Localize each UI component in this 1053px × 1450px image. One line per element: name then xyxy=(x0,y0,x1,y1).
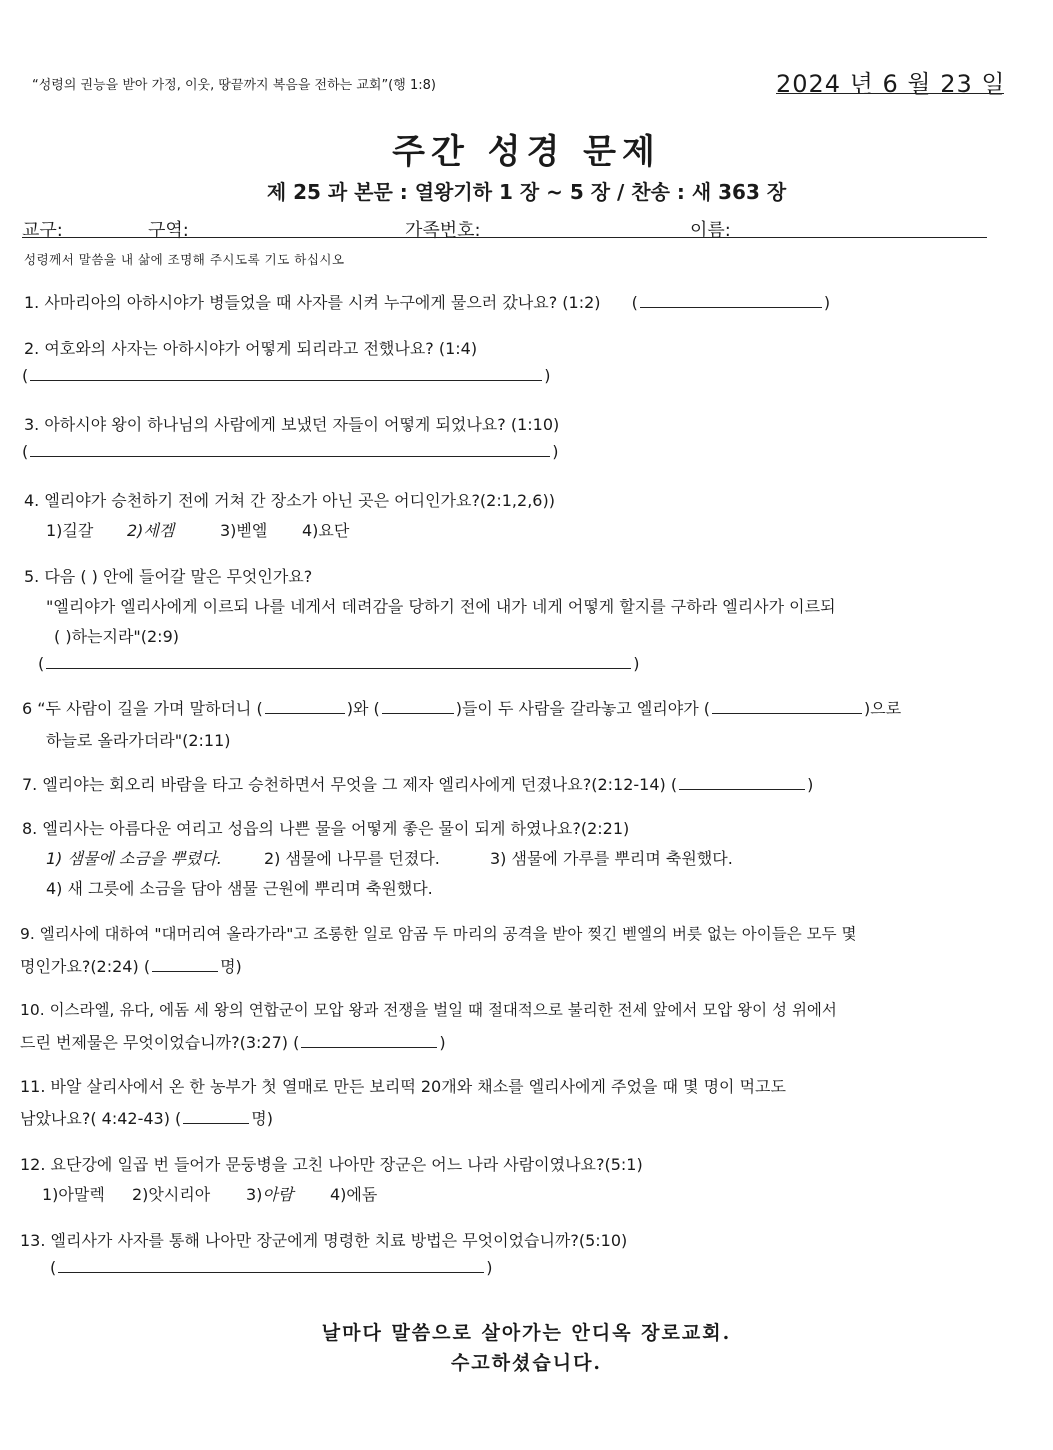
question-7: 7. 엘리야는 회오리 바람을 타고 승천하면서 무엇을 그 제자 엘리사에게 던졌나요?(2:12-14) ( ) xyxy=(22,775,814,794)
question-3: 3. 아하시야 왕이 하나님의 사람에게 보냈던 자들이 어떻게 되었나요? (1:10) xyxy=(24,415,560,434)
answer-blank-3[interactable] xyxy=(30,442,550,457)
area-label: 구역: xyxy=(148,220,189,241)
question-4: 4. 엘리야가 승천하기 전에 거쳐 간 장소가 아닌 곳은 어디인가요?(2:1,2,6)) xyxy=(24,491,555,510)
question-9: 9. 엘리사에 대하여 "대머리여 올라가라"고 조롱한 일로 암곰 두 마리의 공격을 받아 찢긴 벧엘의 버릇 없는 아이들은 모두 몇 xyxy=(20,925,857,943)
answer-blank-6b[interactable] xyxy=(382,699,454,714)
question-9-line2: 명인가요?(2:24) ( 명) xyxy=(20,957,242,976)
answer-blank-6c[interactable] xyxy=(712,699,862,714)
family-number-label: 가족번호: xyxy=(405,220,481,241)
church-motto: “성령의 권능을 받아 가정, 이웃, 땅끝까지 복음을 전하는 교회”(행 1:8) xyxy=(32,78,436,93)
question-8: 8. 엘리사는 아름다운 여리고 성읍의 나쁜 물을 어떻게 좋은 물이 되게 하였나요?(2:21) xyxy=(22,819,630,838)
info-underline xyxy=(22,237,987,238)
answer-blank-13[interactable] xyxy=(58,1258,484,1273)
name-label: 이름: xyxy=(690,220,731,241)
question-13: 13. 엘리사가 사자를 통해 나아만 장군에게 명령한 치료 방법은 무엇이었습니까?(5:10) xyxy=(20,1231,628,1250)
q8-option-3[interactable]: 3) 샘물에 가루를 뿌리며 축원했다. xyxy=(490,849,733,868)
q12-option-1[interactable]: 1)아말렉 xyxy=(42,1185,105,1204)
answer-blank-7[interactable] xyxy=(679,775,805,790)
q4-option-3[interactable]: 3)벧엘 xyxy=(220,521,268,540)
q12-option-3[interactable]: 3)아람 xyxy=(246,1185,294,1204)
q8-option-4[interactable]: 4) 새 그릇에 소금을 담아 샘물 근원에 뿌리며 축원했다. xyxy=(46,879,433,898)
prayer-instruction: 성령께서 말씀을 내 삶에 조명해 주시도록 기도 하십시오 xyxy=(24,252,345,267)
answer-blank-10[interactable] xyxy=(301,1033,437,1048)
question-2: 2. 여호와의 사자는 아하시야가 어떻게 되리라고 전했나요? (1:4) xyxy=(24,339,478,358)
answer-blank-11[interactable] xyxy=(183,1109,249,1124)
answer-blank-6a[interactable] xyxy=(265,699,345,714)
question-6: 6 “두 사람이 길을 가며 말하더니 ( )와 ( )들이 두 사람을 갈라놓고 엘리야가 ( )으로 xyxy=(22,699,902,718)
question-11-line2: 남았나요?( 4:42-43) ( 명) xyxy=(20,1109,273,1128)
lesson-subtitle: 제 25 과 본문 : 열왕기하 1 장 ~ 5 장 / 찬송 : 새 363 장 xyxy=(266,180,787,204)
question-1: 1. 사마리아의 아하시야가 병들었을 때 사자를 시켜 누구에게 물으러 갔나요? (1:2) ( ) xyxy=(24,293,831,312)
question-5: 5. 다음 ( ) 안에 들어갈 말은 무엇인가요? xyxy=(24,567,313,586)
answer-line-3: ( ) xyxy=(22,442,559,461)
date-underline xyxy=(776,93,1004,94)
page-title: 주간 성경 문제 xyxy=(392,132,661,172)
closing-line-2: 수고하셨습니다. xyxy=(450,1352,603,1374)
q12-option-4[interactable]: 4)에돔 xyxy=(330,1185,378,1204)
answer-line-5: ( ) xyxy=(38,654,640,673)
answer-blank-9[interactable] xyxy=(152,957,218,972)
question-12: 12. 요단강에 일곱 번 들어가 문둥병을 고친 나아만 장군은 어느 나라 사람이였나요?(5:1) xyxy=(20,1155,643,1174)
q8-option-1[interactable]: 1) 샘물에 소금을 뿌렸다. xyxy=(46,849,222,868)
question-10-line2: 드린 번제물은 무엇이었습니까?(3:27) ( ) xyxy=(20,1033,446,1052)
question-10: 10. 이스라엘, 유다, 에돔 세 왕의 연합군이 모압 왕과 전쟁을 벌일 때 절대적으로 불리한 전세 앞에서 모압 왕이 성 위에서 xyxy=(20,1001,837,1019)
q4-option-2[interactable]: 2)세겜 xyxy=(127,521,175,540)
q4-option-4[interactable]: 4)요단 xyxy=(302,521,350,540)
date: 2024 년 6 월 23 일 xyxy=(776,70,1006,98)
answer-line-13: ( ) xyxy=(50,1258,493,1277)
answer-line-2: ( ) xyxy=(22,366,551,385)
district-label: 교구: xyxy=(22,220,63,241)
q8-option-2[interactable]: 2) 샘물에 나무를 던졌다. xyxy=(264,849,440,868)
q12-option-2[interactable]: 2)앗시리아 xyxy=(132,1185,211,1204)
answer-blank-5[interactable] xyxy=(46,654,631,669)
closing-line-1: 날마다 말씀으로 살아가는 안디옥 장로교회. xyxy=(321,1322,732,1344)
question-5-quote-end: ( )하는지라"(2:9) xyxy=(54,627,179,646)
q4-option-1[interactable]: 1)길갈 xyxy=(46,521,94,540)
answer-blank-1[interactable] xyxy=(640,293,822,308)
question-5-quote: "엘리야가 엘리사에게 이르되 나를 네게서 데려감을 당하기 전에 내가 네게 어떻게 할지를 구하라 엘리사가 이르되 xyxy=(46,597,836,616)
answer-blank-2[interactable] xyxy=(30,366,542,381)
question-6-line2: 하늘로 올라가더라"(2:11) xyxy=(46,731,231,750)
question-11: 11. 바알 살리사에서 온 한 농부가 첫 열매로 만든 보리떡 20개와 채소를 엘리사에게 주었을 때 몇 명이 먹고도 xyxy=(20,1077,786,1096)
